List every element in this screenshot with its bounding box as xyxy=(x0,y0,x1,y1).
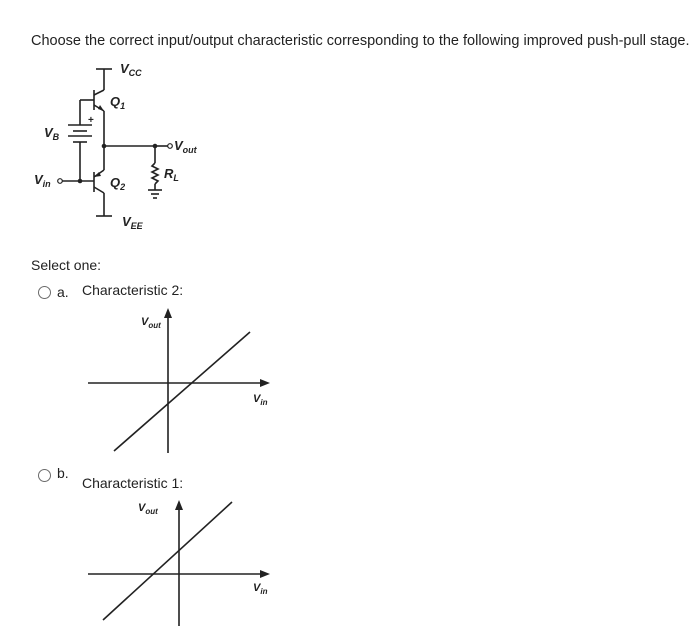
vcc-label: $V_{CC}$ xyxy=(120,61,142,78)
q2-label: $Q_2$ xyxy=(110,175,126,192)
rl-label: $R_L$ xyxy=(164,166,179,183)
graph-b-x-label: $V_{in}$ xyxy=(253,582,268,596)
question-text: Choose the correct input/output characteristic corresponding to the following improved push-pull stage. xyxy=(31,33,690,49)
vin-label: $V_{in}$ xyxy=(34,172,51,189)
option-b-label: Characteristic 1: xyxy=(82,475,184,491)
q1-label: $Q_1$ xyxy=(110,94,126,111)
option-a-letter: a. xyxy=(57,284,69,300)
option-b[interactable] xyxy=(38,464,69,482)
vb-label: $V_B$ xyxy=(44,125,60,142)
option-b-letter: b. xyxy=(57,464,69,481)
select-one-label: Select one: xyxy=(31,257,102,273)
vout-label: $V_{out}$ xyxy=(174,138,197,155)
graph-b-y-label: $V_{out}$ xyxy=(138,502,158,516)
graph-a-x-label: $V_{in}$ xyxy=(253,393,268,407)
graph-a-curve xyxy=(114,332,250,451)
graph-a-y-label: $V_{out}$ xyxy=(141,316,161,330)
radio-option-a[interactable] xyxy=(38,286,51,299)
option-a[interactable] xyxy=(38,284,69,300)
option-a-label: Characteristic 2: xyxy=(82,282,184,298)
graph-b-curve xyxy=(103,502,232,620)
rl-resistor xyxy=(152,163,158,184)
vee-label: $V_{EE}$ xyxy=(122,214,143,231)
plus-sign: + xyxy=(88,115,94,126)
radio-option-b[interactable] xyxy=(38,469,51,482)
